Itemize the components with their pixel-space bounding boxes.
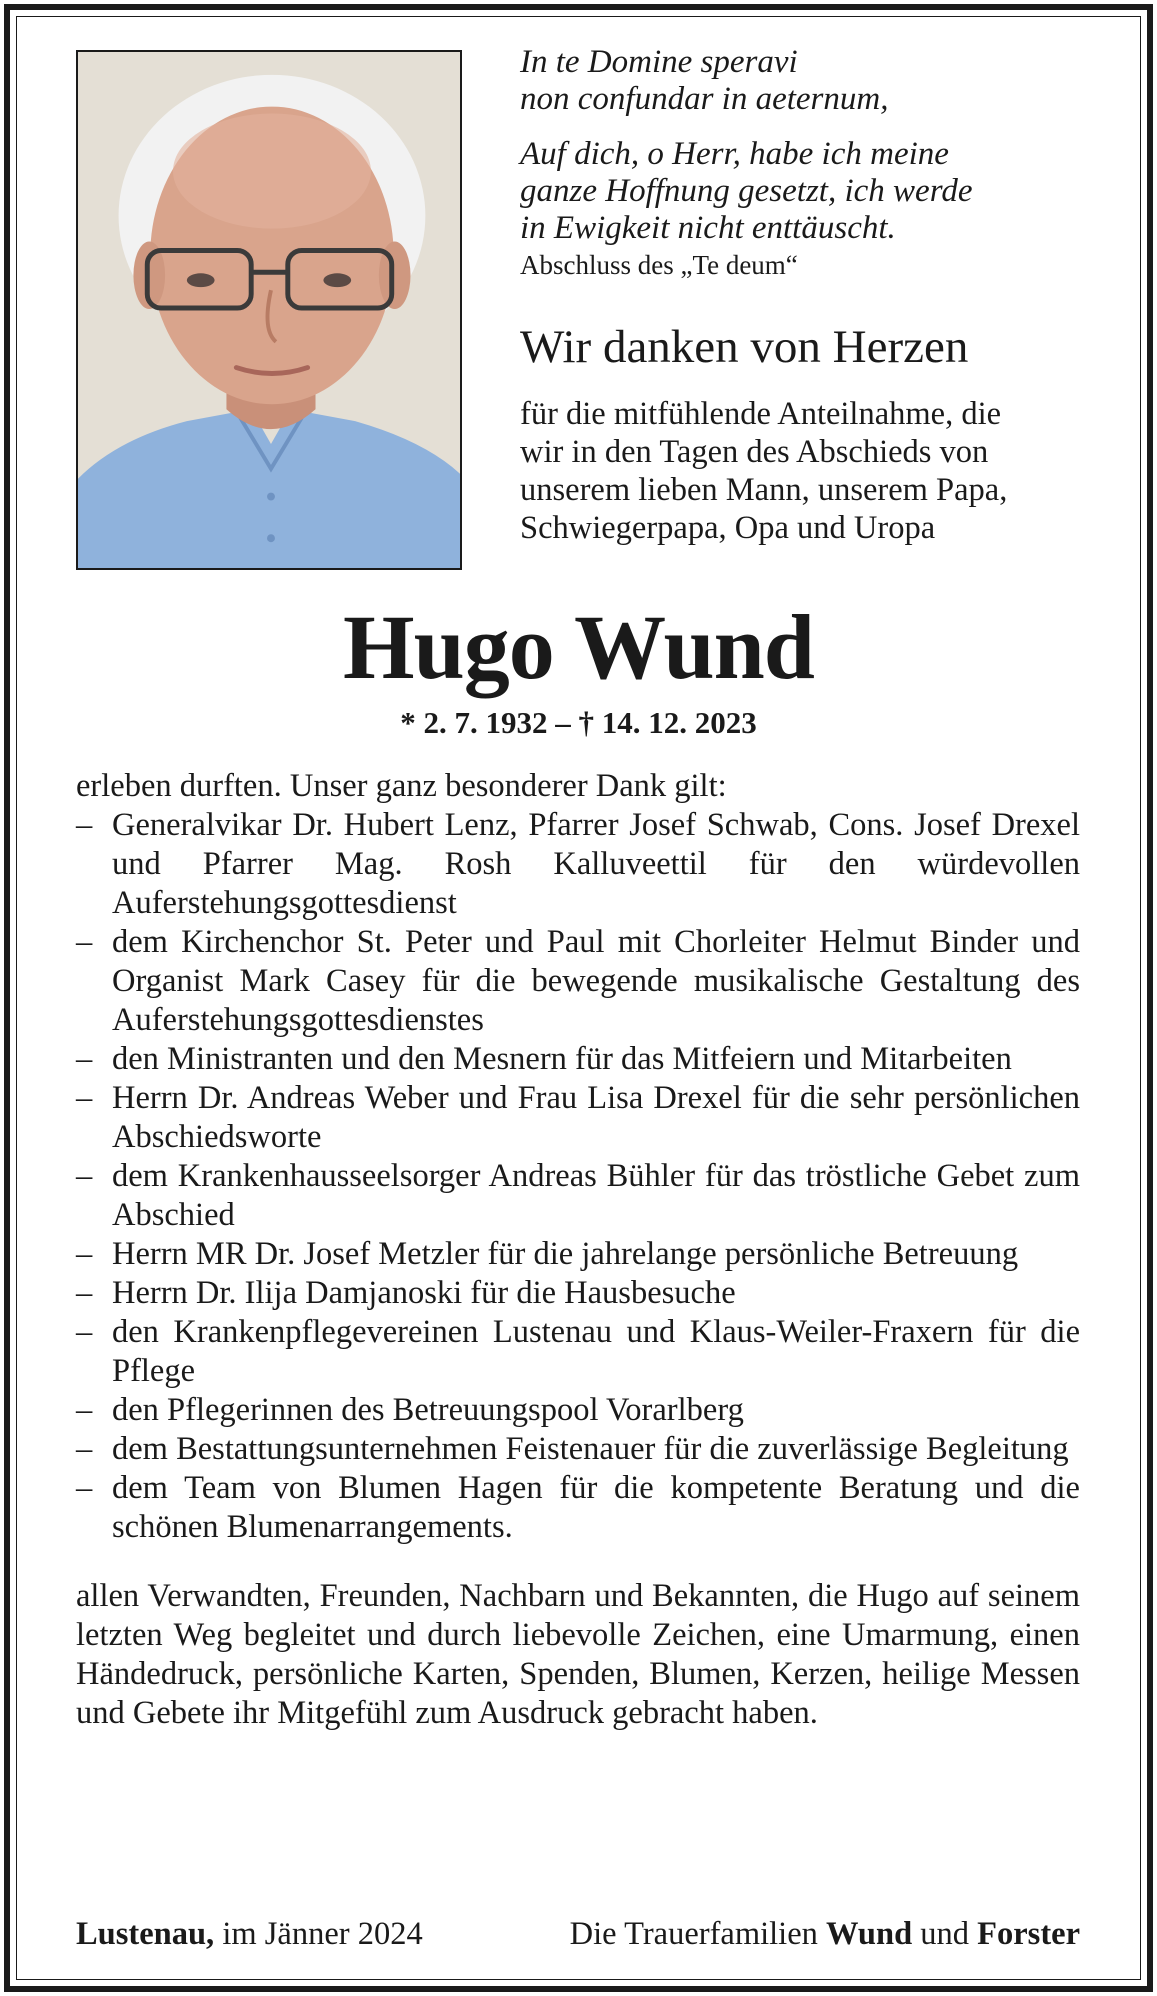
- family-1: Wund: [826, 1916, 913, 1952]
- intro-text: für die mitfühlende Anteilnahme, die wir in den Tagen des Abschieds von unserem lieben Mann, unserem Papa, Schwiegerpapa, Opa und Uropa: [520, 396, 1008, 546]
- right-column: [520, 44, 1080, 547]
- deceased-name: Hugo Wund: [343, 596, 814, 698]
- lead-sentence: erleben durften. Unser ganz besonderer Dank gilt:: [76, 768, 727, 804]
- list-item: – dem Team von Blumen Hagen für die kompetente Beratung und die schönen Blumenarrangements.: [76, 1469, 1080, 1547]
- thanks-heading: Wir danken von Herzen: [520, 321, 969, 373]
- list-item: – Herrn Dr. Andreas Weber und Frau Lisa Drexel für die sehr persönlichen Abschiedsworte: [76, 1079, 1080, 1157]
- closing-paragraph: allen Verwandten, Freunden, Nachbarn und Bekannten, die Hugo auf seinem letzten Weg begleitet und durch liebevolle Zeichen, eine Umarmung, einen Händedruck, persönliche Karten, Spenden, Blumen, Kerzen, heilige Messen und Gebete ihr Mitgefühl zum Ausdruck gebracht haben.: [76, 1578, 1080, 1731]
- thanks-list: [76, 806, 1080, 1547]
- list-item: – Generalvikar Dr. Hubert Lenz, Pfarrer Josef Schwab, Cons. Josef Drexel und Pfarrer Mag. Rosh Kalluveettil für den würdevollen Auferstehungsgottesdienst: [76, 806, 1080, 923]
- list-item: – Herrn Dr. Ilija Damjanoski für die Hausbesuche: [76, 1274, 1080, 1313]
- list-item: – dem Krankenhausseelsorger Andreas Bühler für das tröstliche Gebet zum Abschied: [76, 1157, 1080, 1235]
- place: Lustenau,: [76, 1916, 215, 1952]
- body-text: [76, 767, 1080, 1733]
- latin-motto: In te Domine speravi non confundar in aeternum,: [520, 44, 889, 117]
- motto-source: Abschluss des „Te deum“: [520, 250, 798, 280]
- list-item: – dem Kirchenchor St. Peter und Paul mit Chorleiter Helmut Binder und Organist Mark Casey für die bewegende musikalische Gestaltung des Auferstehungsgottesdienstes: [76, 923, 1080, 1040]
- german-motto: Auf dich, o Herr, habe ich meine ganze Hoffnung gesetzt, ich werde in Ewigkeit nicht enttäuscht.: [520, 136, 973, 246]
- date: im Jänner 2024: [222, 1916, 423, 1952]
- family-2: Forster: [977, 1916, 1080, 1952]
- life-dates: * 2. 7. 1932 – † 14. 12. 2023: [400, 705, 757, 740]
- families: Die Trauerfamilien Wund und Forster: [569, 1916, 1080, 1952]
- portrait-photo: [76, 50, 462, 570]
- list-item: – Herrn MR Dr. Josef Metzler für die jahrelange persönliche Betreuung: [76, 1235, 1080, 1274]
- signature-line: [76, 1914, 1080, 1954]
- list-item: – den Ministranten und den Mesnern für das Mitfeiern und Mitarbeiten: [76, 1040, 1080, 1079]
- list-item: – dem Bestattungsunternehmen Feistenauer für die zuverlässige Begleitung: [76, 1430, 1080, 1469]
- place-date: [76, 1914, 423, 1954]
- list-item: – den Krankenpflegevereinen Lustenau und Klaus-Weiler-Fraxern für die Pflege: [76, 1313, 1080, 1391]
- list-item: – den Pflegerinnen des Betreuungspool Vorarlberg: [76, 1391, 1080, 1430]
